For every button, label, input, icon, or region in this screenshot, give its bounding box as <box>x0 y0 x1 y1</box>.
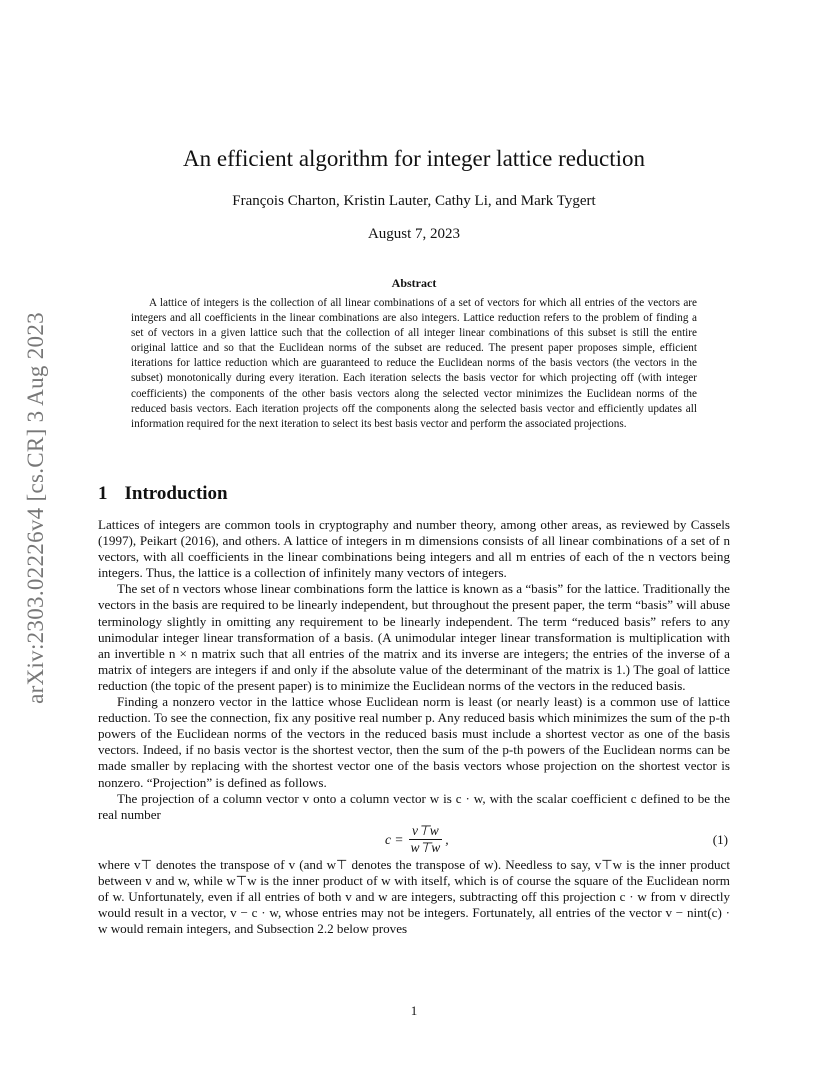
paragraph-4: The projection of a column vector v onto a column vector w is c · w, with the scalar coefficient c defined to be the real number <box>98 790 730 822</box>
section-title: Introduction <box>124 483 228 504</box>
abstract-heading: Abstract <box>391 276 437 290</box>
equation-body <box>385 823 449 857</box>
section-number: 1 <box>98 483 108 504</box>
paragraph-3: Finding a nonzero vector in the lattice whose Euclidean norm is least (or nearly least) is a common use of lattice reduction. To see the connection, fix any positive real number p. Any reduced basis which minimizes the sum of the p-th powers of the Euclidean norms of the vectors in the reduced basis must include a shortest vector as one of the basis vectors. Indeed, if no basis vector is the shortest vector, then the sum of the p-th powers of the Euclidean norms can be made smaller by replacing with the shortest vector one of the basis vectors whose projection on the shortest vector is nonzero. “Projection” is defined as follows. <box>98 694 730 790</box>
arxiv-identifier-stamp <box>18 288 54 728</box>
paragraph-2: The set of n vectors whose linear combinations form the lattice is known as a “basis” for the lattice. Traditionally the vectors in the basis are required to be linearly independent, but throughout the present paper, the term “basis” will abuse terminology slightly in omitting any requirement to be linearly independent. The term “reduced basis” refers to any unimodular integer linear transformation of a basis. (A unimodular integer linear transformation is multiplication with an invertible n × n matrix such that all entries of the matrix and its inverse are integers; the entries of the inverse of a matrix of integers are integers if and only if the absolute value of the determinant of the matrix is 1.) The goal of lattice reduction (the topic of the present paper) is to minimize the Euclidean norms of the vectors in the reduced basis. <box>98 581 730 693</box>
arxiv-identifier-text: arXiv:2303.02226v4 [cs.CR] 3 Aug 2023 <box>23 312 49 704</box>
author-list: François Charton, Kristin Lauter, Cathy Li, and Mark Tygert <box>232 193 596 209</box>
equation-denominator: w⊤w <box>410 840 441 856</box>
paragraph-5: where v⊤ denotes the transpose of v (and w⊤ denotes the transpose of w). Needless to say, v⊤w is the inner product between v and w, while w⊤w is the inner product of w with itself, which is of course the square of the Euclidean norm of w. Unfortunately, even if all entries of both v and w are integers, subtracting off this projection c · w from v directly would result in a vector, v − c · w, whose entries may not be integers. Fortunately, all entries of the vector v − nint(c) · w would remain integers, and Subsection 2.2 below proves <box>98 856 730 937</box>
equation-1 <box>98 823 730 857</box>
publication-date: August 7, 2023 <box>367 226 461 242</box>
equation-numerator: v⊤w <box>409 824 442 840</box>
abstract-text: A lattice of integers is the collection of all linear combinations of a set of vectors for which all entries of the vectors are integers and all coefficients in the linear combinations are also integers. Lattice reduction refers to the problem of finding a set of vectors in a given lattice such that the collection of all integer linear combinations of this subset is still the entire original lattice and so that the Euclidean norms of the subset are reduced. The present paper proposes simple, efficient iterations for lattice reduction which are guaranteed to reduce the Euclidean norms of the basis vectors (the vectors in the subset) monotonically during every iteration. Each iteration selects the basis vector for which projecting off (with integer coefficients) the components of the other basis vectors along the selected vector minimizes the Euclidean norms of the reduced basis vectors. Each iteration projects off the components along the selected basis vector and efficiently updates all information required for the next iteration to select its best basis vector and perform the associated projections. <box>131 297 697 430</box>
page-number: 1 <box>410 1003 418 1018</box>
paper-title: An efficient algorithm for integer lattice reduction <box>183 146 645 171</box>
equation-trailing-comma: , <box>445 831 449 847</box>
equation-lhs: c = <box>385 831 404 847</box>
paragraph-1: Lattices of integers are common tools in cryptography and number theory, among other areas, as reviewed by Cassels (1997), Peikart (2016), and others. A lattice of integers in m dimensions consists of all linear combinations of a set of n vectors, with all coefficients in the linear combinations being integers and all m entries of each of the n vectors being integers. Thus, the lattice is a collection of infinitely many vectors of integers. <box>98 517 730 581</box>
section-heading <box>98 483 228 505</box>
equation-fraction <box>407 824 443 855</box>
introduction-body <box>98 517 730 937</box>
equation-number: (1) <box>712 831 728 847</box>
